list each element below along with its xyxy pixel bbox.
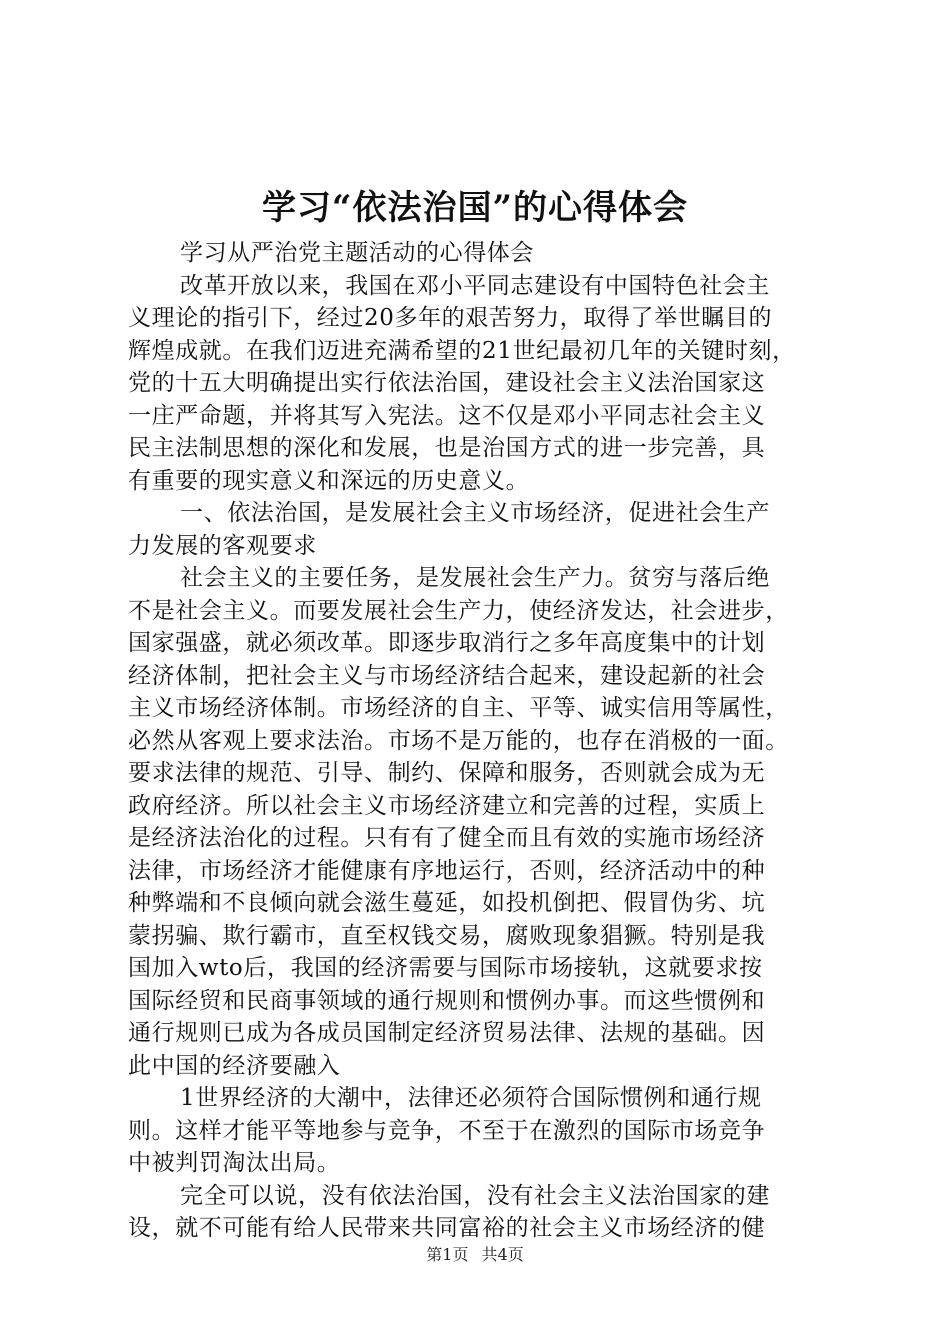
body-line: 学习从严治党主题活动的心得体会 — [180, 240, 534, 266]
page-footer — [0, 1244, 950, 1266]
body-line: 主义市场经济体制。市场经济的自主、平等、诚实信用等属性， — [128, 695, 789, 721]
body-line: 国际经贸和民商事领域的通行规则和惯例办事。而这些惯例和 — [128, 987, 766, 1014]
body-line: 完全可以说，没有依法治国，没有社会主义法治国家的建 — [180, 1182, 770, 1209]
page-number: 第1页 — [426, 1245, 469, 1264]
body-line: 经济体制，把社会主义与市场经济结合起来，建设起新的社会 — [128, 662, 766, 689]
body-line: 国家强盛，就必须改革。即逐步取消行之多年高度集中的计划 — [128, 630, 766, 656]
body-line: 通行规则已成为各成员国制定经济贸易法律、法规的基础。因 — [128, 1020, 766, 1046]
body-line: 不是社会主义。而要发展社会生产力，使经济发达，社会进步， — [128, 597, 789, 624]
body-line: 必然从客观上要求法治。市场不是万能的，也存在消极的一面。 — [128, 727, 789, 754]
body-line: 有重要的现实意义和深远的历史意义。 — [128, 467, 530, 494]
body-line: 中被判罚淘汰出局。 — [128, 1150, 341, 1176]
body-line: 一、依法治国，是发展社会主义市场经济，促进社会生产 — [180, 500, 770, 526]
body-line: 党的十五大明确提出实行依法治国，建设社会主义法治国家这 — [128, 370, 766, 396]
body-line: 此中国的经济要融入 — [128, 1052, 341, 1079]
body-line: 要求法律的规范、引导、制约、保障和服务，否则就会成为无 — [128, 760, 766, 786]
body-line: 辉煌成就。在我们迈进充满希望的21世纪最初几年的关键时刻， — [128, 337, 796, 364]
body-line: 改革开放以来，我国在邓小平同志建设有中国特色社会主 — [180, 272, 770, 299]
body-line: 力发展的客观要求 — [128, 532, 317, 559]
body-line: 蒙拐骗、欺行霸市，直至权钱交易，腐败现象猖獗。特别是我 — [128, 922, 766, 949]
body-line: 1世界经济的大潮中，法律还必须符合国际惯例和通行规 — [180, 1085, 762, 1111]
page-total: 共4页 — [481, 1245, 524, 1264]
body-line: 设，就不可能有给人民带来共同富裕的社会主义市场经济的健 — [128, 1215, 766, 1241]
document-body — [128, 237, 840, 1245]
document-title: 学习“依法治国”的心得体会 — [261, 188, 689, 228]
body-line: 国加入wto后，我国的经济需要与国际市场接轨，这就要求按 — [128, 955, 763, 981]
body-line: 则。这样才能平等地参与竞争，不至于在激烈的国际市场竞争 — [128, 1117, 766, 1144]
body-line: 义理论的指引下，经过20多年的艰苦努力，取得了举世瞩目的 — [128, 305, 773, 331]
body-line: 民主法制思想的深化和发展，也是治国方式的进一步完善，具 — [128, 435, 766, 461]
body-line: 是经济法治化的过程。只有有了健全而且有效的实施市场经济 — [128, 825, 766, 851]
body-line: 社会主义的主要任务，是发展社会生产力。贫穷与落后绝 — [180, 565, 770, 591]
body-line: 一庄严命题，并将其写入宪法。这不仅是邓小平同志社会主义 — [128, 402, 766, 429]
body-line: 法律，市场经济才能健康有序地运行，否则，经济活动中的种 — [128, 857, 766, 884]
body-line: 政府经济。所以社会主义市场经济建立和完善的过程，实质上 — [128, 792, 766, 819]
body-line: 种弊端和不良倾向就会滋生蔓延，如投机倒把、假冒伪劣、坑 — [128, 890, 766, 916]
